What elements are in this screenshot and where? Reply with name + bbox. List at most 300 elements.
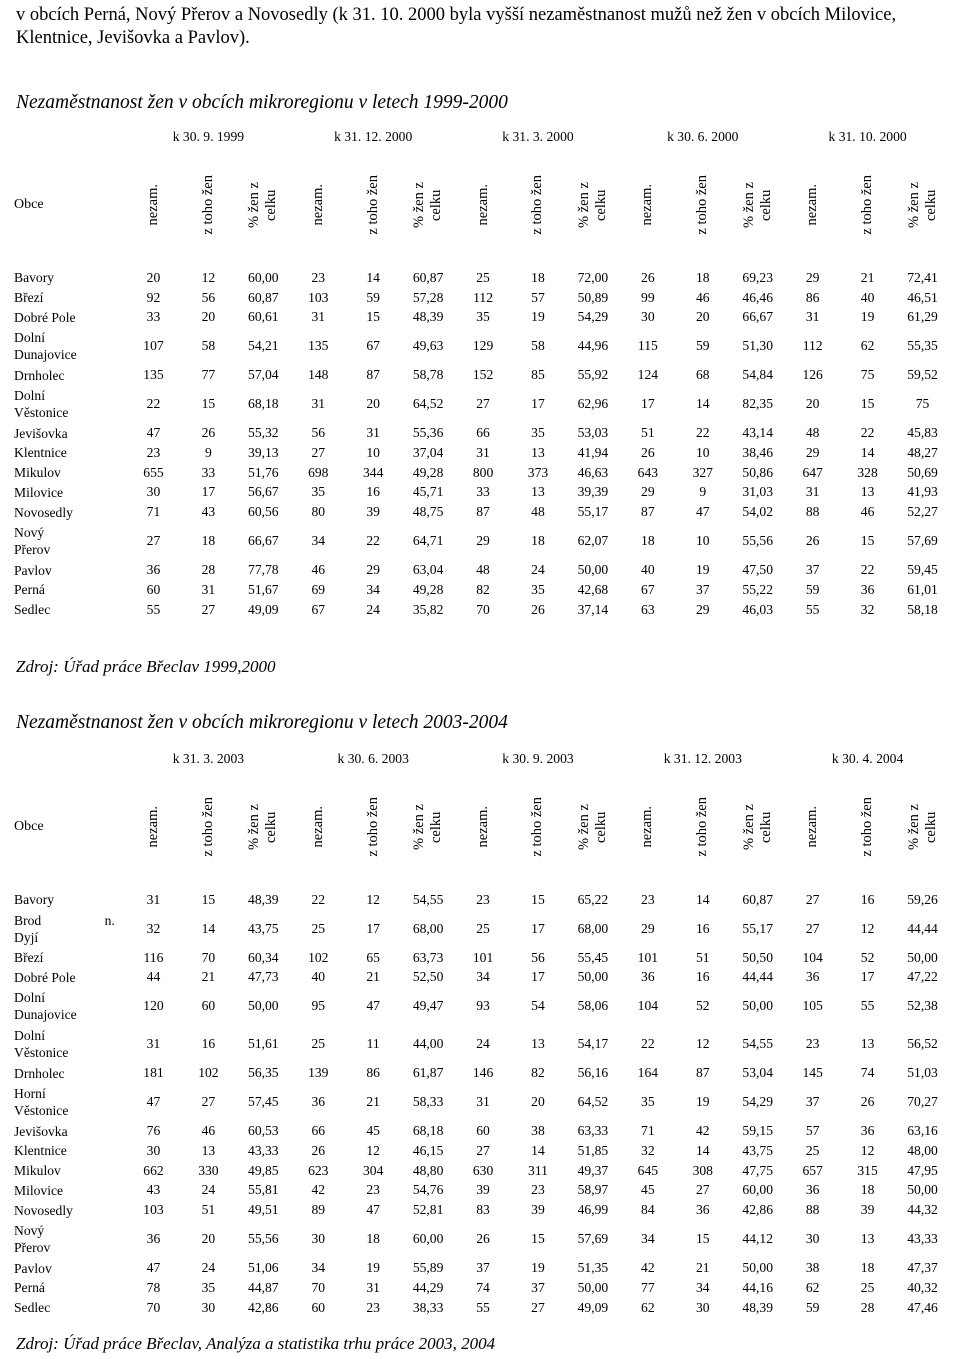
value-cell: 17	[860, 969, 875, 985]
table-row	[8, 1278, 950, 1298]
value-cell: 50,69	[907, 464, 938, 480]
column-subheader-label: nezam.	[474, 806, 491, 848]
value-cell: 115	[637, 338, 658, 354]
value-cell: 25	[311, 920, 326, 936]
column-subheader	[401, 150, 456, 260]
value-cell: 38,46	[742, 444, 773, 460]
value-cell: 15	[695, 1231, 710, 1247]
value-cell: 86	[366, 1065, 380, 1081]
value-cell: 36	[695, 1202, 710, 1218]
value-cell: 44,32	[907, 1202, 938, 1218]
table-row	[8, 1025, 950, 1063]
value-cell: 62	[805, 1279, 820, 1295]
value-cell: 46	[695, 289, 710, 305]
value-cell: 25	[476, 269, 490, 285]
value-cell: 51,30	[742, 338, 773, 354]
column-subheader	[840, 150, 895, 260]
value-cell: 82	[531, 1065, 545, 1081]
value-cell: 50,00	[577, 1279, 609, 1295]
column-subheader	[511, 150, 566, 260]
value-cell: 327	[692, 464, 713, 480]
value-cell: 17	[641, 396, 655, 412]
table2-source: Zdroj: Úřad práce Břeclav, Analýza a statistika trhu práce 2003, 2004	[16, 1334, 496, 1353]
value-cell: 19	[860, 309, 875, 325]
value-cell: 29	[805, 444, 820, 460]
value-cell: 46,46	[742, 289, 773, 305]
value-cell: 63,33	[577, 1123, 609, 1139]
value-cell: 39,39	[577, 484, 609, 500]
table-row	[8, 1220, 950, 1258]
value-cell: 54,29	[742, 1094, 773, 1110]
value-cell: 24	[201, 1260, 216, 1276]
value-cell: 34	[641, 1231, 655, 1247]
value-cell: 57	[805, 1123, 820, 1139]
intro-paragraph: v obcích Perná, Nový Přerov a Novosedly (k 31. 10. 2000 byla vyšší nezaměstnanost mužů než žen v obcích Milovice, Klentnice, Jevišovka a Pavlov).	[16, 5, 897, 48]
value-cell: 60	[201, 998, 216, 1014]
value-cell: 60,53	[248, 1123, 279, 1139]
value-cell: 52	[860, 949, 875, 965]
value-cell: 43	[146, 1182, 161, 1198]
obce-header: Obce	[14, 819, 44, 834]
value-cell: 15	[201, 396, 216, 412]
value-cell: 145	[802, 1065, 823, 1081]
value-cell: 16	[201, 1036, 216, 1052]
value-cell: 63	[641, 601, 655, 617]
value-cell: 46,03	[742, 601, 773, 617]
value-cell: 58,18	[907, 601, 938, 617]
value-cell: 101	[472, 949, 494, 965]
value-cell: 48	[805, 425, 820, 441]
column-subheader	[291, 150, 346, 260]
period-header: k 31. 10. 2000	[828, 129, 907, 144]
value-cell: 35	[311, 484, 326, 500]
value-cell: 35	[531, 581, 545, 597]
column-subheader	[730, 150, 785, 260]
value-cell: 120	[143, 998, 164, 1014]
value-cell: 30	[805, 1231, 820, 1247]
value-cell: 25	[476, 920, 490, 936]
value-cell: 22	[860, 425, 875, 441]
value-cell: 57,69	[907, 533, 938, 549]
value-cell: 50,00	[577, 969, 609, 985]
value-cell: 60,00	[248, 269, 279, 285]
municipality-name: Dolní Věstonice	[14, 388, 69, 421]
value-cell: 12	[366, 1142, 380, 1158]
period-header: k 30. 6. 2003	[337, 751, 409, 766]
column-subheader-label: % žen z celku	[411, 804, 445, 850]
value-cell: 58,97	[577, 1182, 609, 1198]
value-cell: 60,00	[412, 1231, 444, 1247]
value-cell: 54	[531, 998, 545, 1014]
value-cell: 15	[860, 396, 875, 412]
value-cell: 34	[311, 1260, 326, 1276]
value-cell: 31	[311, 396, 326, 412]
value-cell: 19	[531, 309, 545, 325]
value-cell: 164	[637, 1065, 659, 1081]
value-cell: 27	[805, 891, 820, 907]
table-row	[8, 288, 950, 308]
column-subheader	[620, 772, 675, 882]
value-cell: 14	[531, 1142, 545, 1158]
value-cell: 112	[473, 289, 493, 305]
value-cell: 54,29	[577, 309, 609, 325]
table-row	[8, 890, 950, 910]
value-cell: 48	[476, 562, 490, 578]
value-cell: 44,12	[742, 1231, 773, 1247]
value-cell: 62,07	[577, 533, 609, 549]
value-cell: 58,33	[412, 1094, 444, 1110]
value-cell: 47,50	[742, 562, 773, 578]
value-cell: 47,46	[907, 1299, 938, 1315]
value-cell: 24	[366, 601, 380, 617]
value-cell: 36	[146, 562, 161, 578]
value-cell: 59	[695, 338, 710, 354]
value-cell: 68,18	[248, 396, 279, 412]
value-cell: 12	[366, 891, 380, 907]
corner-cell	[8, 746, 126, 772]
table1	[8, 124, 950, 620]
table-row	[8, 268, 950, 288]
value-cell: 46,63	[577, 464, 609, 480]
value-cell: 67	[311, 601, 326, 617]
value-cell: 37	[531, 1279, 545, 1295]
value-cell: 77,78	[248, 562, 279, 578]
value-cell: 126	[802, 367, 823, 383]
column-subheader-label: % žen z celku	[905, 804, 939, 850]
value-cell: 18	[531, 533, 545, 549]
value-cell: 19	[695, 1094, 710, 1110]
period-header: k 31. 12. 2003	[663, 751, 742, 766]
value-cell: 43	[201, 504, 216, 520]
value-cell: 87	[476, 504, 490, 520]
value-cell: 37	[476, 1260, 490, 1276]
value-cell: 20	[146, 269, 161, 285]
value-cell: 16	[860, 891, 875, 907]
value-cell: 61,29	[907, 309, 938, 325]
value-cell: 38	[805, 1260, 820, 1276]
municipality-name: Pavlov	[14, 1260, 52, 1276]
value-cell: 21	[695, 1260, 710, 1276]
value-cell: 27	[201, 601, 216, 617]
municipality-name: Perná	[14, 582, 45, 598]
value-cell: 70	[311, 1279, 326, 1295]
value-cell: 19	[531, 1260, 545, 1276]
value-cell: 44	[146, 969, 161, 985]
period-header: k 31. 12. 2000	[334, 129, 413, 144]
value-cell: 14	[860, 444, 875, 460]
value-cell: 46,51	[907, 289, 938, 305]
value-cell: 57,69	[577, 1231, 609, 1247]
value-cell: 26	[476, 1231, 490, 1247]
table-row	[8, 327, 950, 365]
value-cell: 21	[201, 969, 216, 985]
value-cell: 37	[805, 562, 820, 578]
value-cell: 15	[201, 891, 216, 907]
value-cell: 27	[201, 1094, 216, 1110]
value-cell: 50,00	[742, 998, 773, 1014]
table-row	[8, 1161, 950, 1181]
column-subheader	[456, 772, 511, 882]
value-cell: 59	[366, 289, 380, 305]
value-cell: 39	[860, 1202, 875, 1218]
value-cell: 38	[531, 1123, 545, 1139]
value-cell: 148	[308, 367, 329, 383]
value-cell: 76	[146, 1123, 161, 1139]
value-cell: 19	[695, 562, 710, 578]
value-cell: 58,78	[412, 367, 444, 383]
period-header: k 30. 9. 2003	[502, 751, 574, 766]
column-subheader	[675, 150, 730, 260]
column-subheader-label: z toho žen	[364, 797, 381, 857]
value-cell: 14	[201, 920, 216, 936]
table-row	[8, 580, 950, 600]
corner-cell	[8, 124, 126, 150]
municipality-name: Sedlec	[14, 1300, 51, 1316]
value-cell: 135	[308, 338, 329, 354]
value-cell: 50,50	[742, 949, 773, 965]
value-cell: 31	[146, 1036, 161, 1052]
value-cell: 48,80	[412, 1162, 444, 1178]
value-cell: 50,00	[248, 998, 279, 1014]
value-cell: 70	[476, 601, 490, 617]
value-cell: 61,01	[907, 581, 938, 597]
value-cell: 20	[531, 1094, 545, 1110]
value-cell: 12	[201, 269, 216, 285]
value-cell: 19	[366, 1260, 380, 1276]
municipality-name: Nový Přerov	[14, 1223, 51, 1256]
value-cell: 49,51	[248, 1202, 279, 1218]
value-cell: 13	[860, 484, 875, 500]
value-cell: 308	[692, 1162, 713, 1178]
value-cell: 124	[637, 367, 659, 383]
column-subheader-label: % žen z celku	[740, 804, 774, 850]
value-cell: 51,61	[248, 1036, 279, 1052]
value-cell: 48,00	[907, 1142, 938, 1158]
municipality-name: Perná	[14, 1280, 45, 1296]
value-cell: 27	[531, 1299, 545, 1315]
column-subheader-label: % žen z celku	[905, 182, 939, 228]
value-cell: 102	[308, 949, 329, 965]
value-cell: 373	[527, 464, 549, 480]
value-cell: 47	[146, 1260, 161, 1276]
value-cell: 22	[146, 396, 161, 412]
value-cell: 48,39	[412, 309, 444, 325]
value-cell: 55,17	[577, 504, 609, 520]
value-cell: 66	[311, 1123, 326, 1139]
value-cell: 24	[476, 1036, 490, 1052]
value-cell: 60,61	[248, 309, 279, 325]
value-cell: 41,94	[577, 444, 609, 460]
column-subheader	[785, 772, 840, 882]
value-cell: 47,95	[907, 1162, 938, 1178]
column-subheader	[181, 150, 236, 260]
value-cell: 129	[472, 338, 494, 354]
value-cell: 27	[476, 1142, 490, 1158]
value-cell: 49,85	[248, 1162, 279, 1178]
value-cell: 31	[805, 484, 820, 500]
column-subheader-label: z toho žen	[199, 797, 216, 857]
value-cell: 23	[146, 444, 161, 460]
value-cell: 698	[308, 464, 329, 480]
value-cell: 17	[201, 484, 216, 500]
value-cell: 40	[860, 289, 875, 305]
value-cell: 23	[805, 1036, 820, 1052]
value-cell: 37	[695, 581, 710, 597]
value-cell: 31,03	[742, 484, 773, 500]
value-cell: 32	[146, 920, 161, 936]
value-cell: 77	[641, 1279, 655, 1295]
value-cell: 34	[695, 1279, 710, 1295]
table-row	[8, 910, 950, 948]
value-cell: 75	[915, 396, 930, 412]
value-cell: 62	[860, 338, 875, 354]
column-subheader	[346, 772, 401, 882]
value-cell: 86	[805, 289, 820, 305]
value-cell: 43,75	[742, 1142, 773, 1158]
value-cell: 70	[146, 1299, 161, 1315]
value-cell: 26	[641, 444, 655, 460]
value-cell: 20	[695, 309, 710, 325]
value-cell: 51,06	[248, 1260, 279, 1276]
value-cell: 139	[308, 1065, 329, 1081]
value-cell: 18	[695, 269, 710, 285]
value-cell: 344	[362, 464, 384, 480]
value-cell: 55,92	[577, 367, 609, 383]
value-cell: 59	[805, 581, 820, 597]
value-cell: 87	[366, 367, 380, 383]
value-cell: 46,15	[412, 1142, 444, 1158]
value-cell: 57,45	[248, 1094, 279, 1110]
value-cell: 35	[641, 1094, 655, 1110]
value-cell: 103	[143, 1202, 164, 1218]
column-subheader	[346, 150, 401, 260]
value-cell: 46,99	[577, 1202, 609, 1218]
value-cell: 31	[146, 891, 161, 907]
value-cell: 14	[695, 891, 710, 907]
value-cell: 36	[146, 1231, 161, 1247]
value-cell: 55,81	[248, 1182, 279, 1198]
value-cell: 26	[805, 533, 820, 549]
value-cell: 26	[641, 269, 655, 285]
value-cell: 27	[805, 920, 820, 936]
value-cell: 102	[198, 1065, 219, 1081]
value-cell: 13	[201, 1142, 216, 1158]
value-cell: 56,35	[248, 1065, 279, 1081]
value-cell: 69,23	[742, 269, 773, 285]
value-cell: 36	[311, 1094, 326, 1110]
value-cell: 66,67	[248, 533, 279, 549]
value-cell: 657	[802, 1162, 823, 1178]
column-subheader	[511, 772, 566, 882]
value-cell: 36	[805, 1182, 820, 1198]
value-cell: 107	[143, 338, 164, 354]
value-cell: 32	[641, 1142, 655, 1158]
value-cell: 49,09	[248, 601, 279, 617]
value-cell: 22	[641, 1036, 655, 1052]
value-cell: 48	[531, 504, 545, 520]
column-subheader	[620, 150, 675, 260]
value-cell: 54,02	[742, 504, 773, 520]
value-cell: 47	[366, 998, 380, 1014]
value-cell: 36	[860, 1123, 875, 1139]
value-cell: 27	[476, 396, 490, 412]
value-cell: 23	[366, 1299, 380, 1315]
value-cell: 58,06	[577, 998, 609, 1014]
value-cell: 82	[476, 581, 490, 597]
value-cell: 50,00	[907, 1182, 938, 1198]
value-cell: 67	[641, 581, 655, 597]
value-cell: 311	[528, 1162, 548, 1178]
table-row	[8, 423, 950, 443]
column-subheader	[565, 150, 620, 260]
value-cell: 30	[146, 1142, 161, 1158]
value-cell: 89	[311, 1202, 326, 1218]
value-cell: 54,21	[248, 338, 279, 354]
value-cell: 68,00	[577, 920, 609, 936]
municipality-name: Novosedly	[14, 1202, 73, 1218]
value-cell: 64,52	[412, 396, 444, 412]
value-cell: 9	[699, 484, 707, 500]
table-row	[8, 600, 950, 620]
table-row	[8, 948, 950, 968]
table2-caption: Nezaměstnanost žen v obcích mikroregionu v letech 2003-2004	[16, 712, 508, 733]
value-cell: 57,04	[248, 367, 279, 383]
value-cell: 23	[531, 1182, 545, 1198]
value-cell: 28	[860, 1299, 875, 1315]
value-cell: 17	[366, 920, 380, 936]
table-row	[8, 1298, 950, 1318]
value-cell: 42	[641, 1260, 655, 1276]
period-header: k 30. 4. 2004	[831, 751, 904, 766]
value-cell: 181	[143, 1065, 164, 1081]
value-cell: 44,29	[412, 1279, 444, 1295]
value-cell: 41,93	[907, 484, 938, 500]
column-subheader	[126, 150, 181, 260]
value-cell: 13	[531, 444, 545, 460]
value-cell: 45,71	[412, 484, 444, 500]
value-cell: 12	[695, 1036, 710, 1052]
municipality-name: Bavory	[14, 270, 55, 286]
value-cell: 80	[311, 504, 326, 520]
column-subheader-label: z toho žen	[859, 797, 876, 857]
column-subheader-label: nezam.	[309, 184, 326, 226]
value-cell: 17	[531, 969, 545, 985]
value-cell: 116	[143, 949, 164, 965]
value-cell: 25	[860, 1279, 875, 1295]
value-cell: 51,35	[577, 1260, 609, 1276]
value-cell: 60,00	[742, 1182, 773, 1198]
value-cell: 74	[860, 1065, 875, 1081]
column-subheader	[181, 772, 236, 882]
value-cell: 152	[472, 367, 494, 383]
value-cell: 36	[860, 581, 875, 597]
value-cell: 34	[366, 581, 380, 597]
value-cell: 67	[366, 338, 380, 354]
table-row	[8, 968, 950, 988]
value-cell: 22	[695, 425, 710, 441]
value-cell: 99	[641, 289, 655, 305]
value-cell: 42,86	[248, 1299, 279, 1315]
value-cell: 52,38	[907, 998, 938, 1014]
value-cell: 47	[146, 425, 161, 441]
value-cell: 55,56	[742, 533, 773, 549]
value-cell: 39	[476, 1182, 490, 1198]
value-cell: 43,75	[248, 920, 279, 936]
value-cell: 54,55	[742, 1036, 773, 1052]
column-subheader	[236, 150, 291, 260]
value-cell: 44,00	[412, 1036, 444, 1052]
value-cell: 12	[860, 1142, 875, 1158]
